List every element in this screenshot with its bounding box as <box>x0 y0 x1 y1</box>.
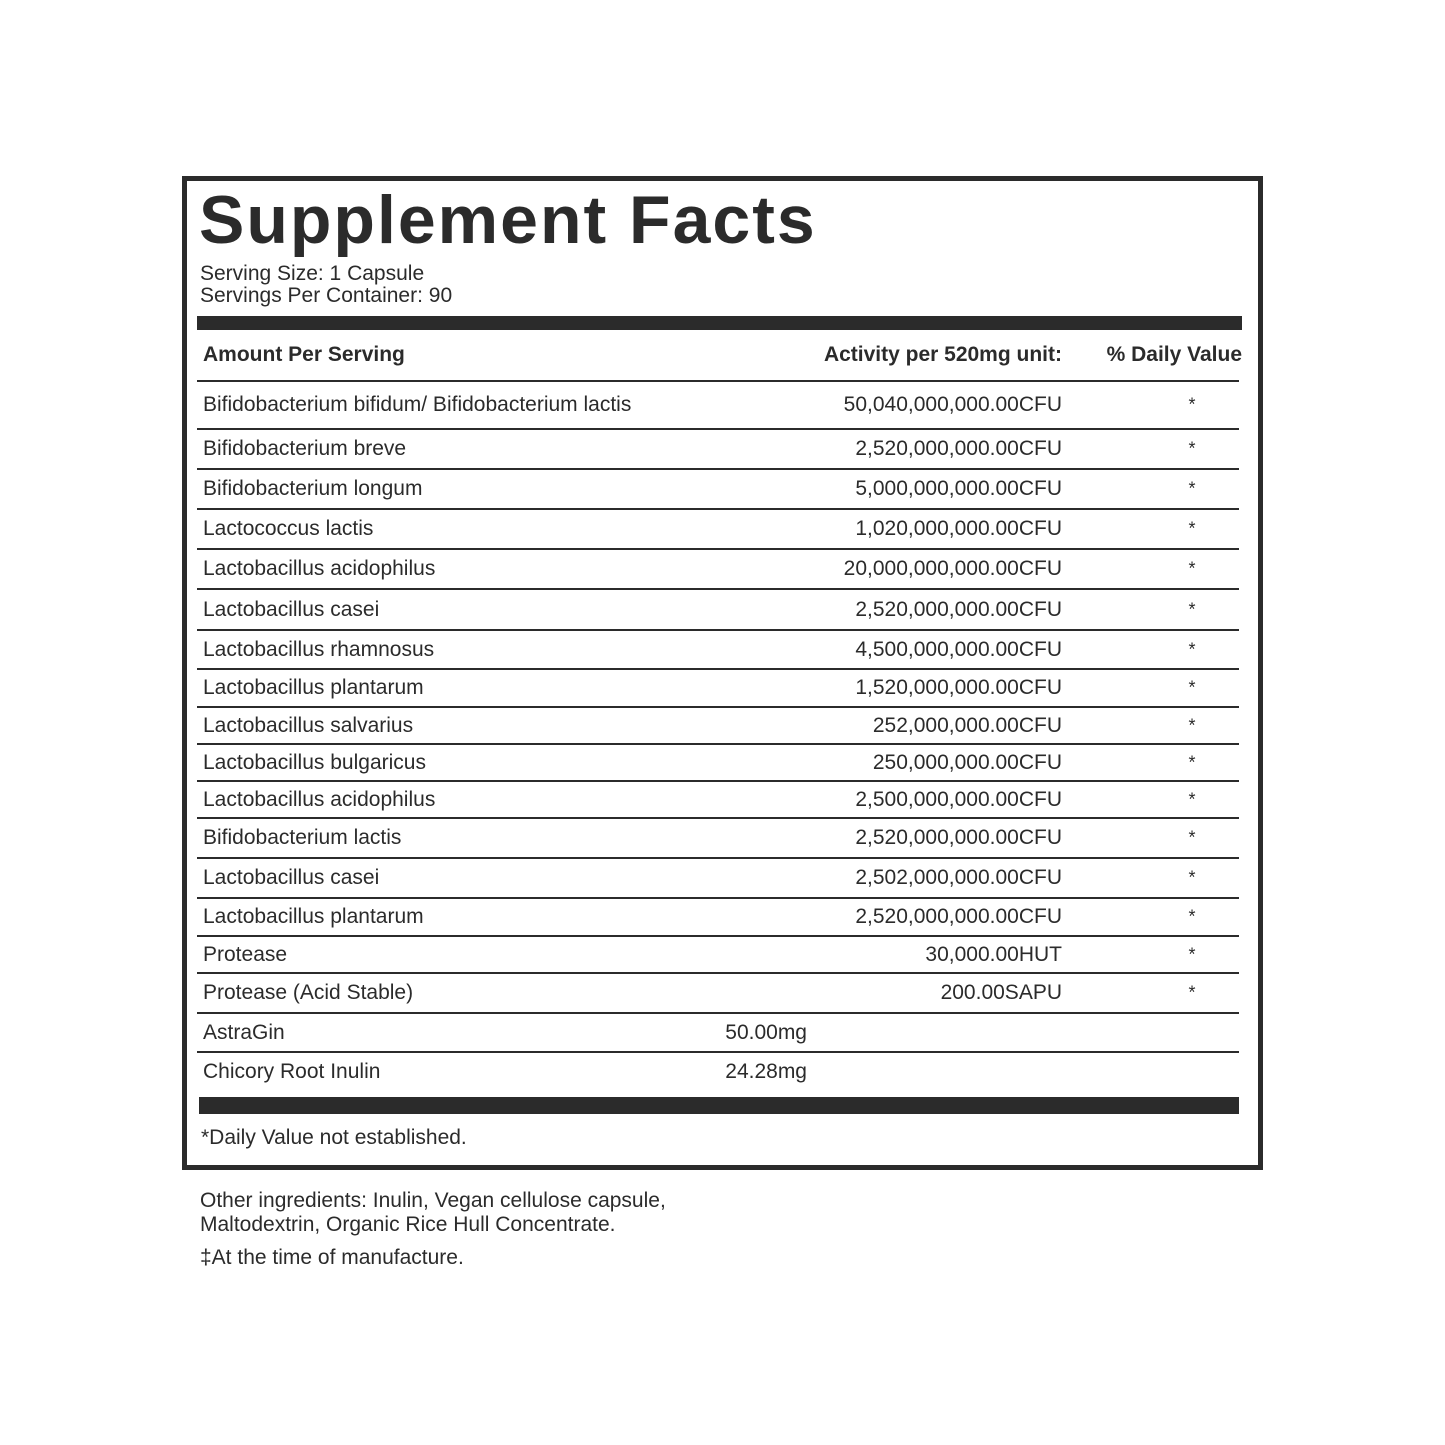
other-ingredients-line-2: Maltodextrin, Organic Rice Hull Concentrate. <box>200 1213 616 1236</box>
daily-value: * <box>1188 677 1196 698</box>
daily-value: * <box>1188 867 1196 888</box>
ingredient-name: Bifidobacterium lactis <box>203 826 402 849</box>
daily-value: * <box>1188 478 1196 499</box>
ingredient-name: Bifidobacterium longum <box>203 477 423 500</box>
daily-value: * <box>1188 944 1196 964</box>
daily-value-note: *Daily Value not established. <box>201 1126 467 1149</box>
ingredient-amount: 1,520,000,000.00CFU <box>855 676 1062 699</box>
header-daily-value: % Daily Value <box>1106 343 1242 366</box>
ingredient-name: Protease (Acid Stable) <box>203 981 414 1004</box>
ingredient-amount: 2,520,000,000.00CFU <box>855 437 1062 460</box>
daily-value: * <box>1188 639 1196 659</box>
ingredient-name: Bifidobacterium breve <box>203 437 407 460</box>
header-amount-per-serving: Amount Per Serving <box>203 343 405 366</box>
ingredient-amount: 24.28mg <box>725 1060 807 1083</box>
ingredient-amount: 250,000,000.00CFU <box>872 750 1062 774</box>
ingredient-amount: 252,000,000.00CFU <box>872 713 1062 737</box>
ingredient-amount: 30,000.00HUT <box>925 942 1062 966</box>
daily-value: * <box>1188 558 1196 579</box>
daily-value: * <box>1188 789 1196 809</box>
daily-value: * <box>1188 394 1196 415</box>
table-row <box>197 468 1239 508</box>
table-row <box>197 857 1239 897</box>
table-row <box>197 935 1239 972</box>
daily-value: * <box>1188 438 1196 459</box>
ingredient-amount: 4,500,000,000.00CFU <box>855 637 1062 661</box>
ingredient-name: Lactobacillus plantarum <box>203 905 424 928</box>
table-row <box>197 629 1239 668</box>
daily-value: * <box>1188 752 1196 772</box>
table-row <box>197 428 1239 468</box>
table-row <box>197 897 1239 935</box>
ingredient-name: Lactobacillus rhamnosus <box>203 637 435 661</box>
ingredient-name: Lactobacillus plantarum <box>203 676 424 699</box>
ingredient-amount: 2,520,000,000.00CFU <box>855 597 1062 621</box>
ingredient-name: Lactobacillus casei <box>203 597 380 621</box>
table-row <box>197 1012 1239 1051</box>
daily-value: * <box>1188 518 1196 539</box>
bottom-divider-bar <box>199 1097 1239 1114</box>
ingredient-name: Lactococcus lactis <box>203 517 374 540</box>
table-row <box>197 380 1239 428</box>
ingredient-amount: 50.00mg <box>725 1020 807 1044</box>
ingredient-amount: 2,500,000,000.00CFU <box>855 787 1062 811</box>
manufacture-note: ‡At the time of manufacture. <box>200 1246 464 1269</box>
daily-value: * <box>1188 982 1196 1003</box>
daily-value: * <box>1188 599 1196 619</box>
ingredient-amount: 1,020,000,000.00CFU <box>855 517 1062 540</box>
table-row <box>197 1051 1239 1091</box>
ingredient-amount: 2,520,000,000.00CFU <box>855 826 1062 849</box>
table-row <box>197 588 1239 629</box>
table-row <box>197 972 1239 1012</box>
ingredient-amount: 2,520,000,000.00CFU <box>855 905 1062 928</box>
ingredient-amount: 50,040,000,000.00CFU <box>843 393 1062 416</box>
table-row <box>197 706 1239 743</box>
daily-value: * <box>1188 827 1196 848</box>
ingredient-name: Chicory Root Inulin <box>203 1060 381 1083</box>
other-ingredients-line-1: Other ingredients: Inulin, Vegan cellulose capsule, <box>200 1189 666 1212</box>
servings-per-container: Servings Per Container: 90 <box>200 284 453 307</box>
page-title: Supplement Facts <box>199 182 817 258</box>
ingredient-name: Lactobacillus acidophilus <box>203 557 436 580</box>
ingredient-name: Bifidobacterium bifidum/ Bifidobacterium lactis <box>203 393 632 416</box>
ingredients-table <box>197 380 1239 1091</box>
daily-value: * <box>1188 906 1196 927</box>
top-divider-bar <box>197 316 1242 330</box>
header-activity: Activity per 520mg unit: <box>823 343 1062 366</box>
table-row <box>197 743 1239 780</box>
ingredient-amount: 2,502,000,000.00CFU <box>855 866 1062 889</box>
table-row <box>197 508 1239 548</box>
ingredient-name: Lactobacillus salvarius <box>203 713 414 737</box>
ingredient-name: Lactobacillus casei <box>203 866 380 889</box>
table-row <box>197 548 1239 588</box>
ingredient-amount: 5,000,000,000.00CFU <box>855 477 1062 500</box>
ingredient-name: AstraGin <box>203 1020 285 1044</box>
ingredient-amount: 20,000,000,000.00CFU <box>843 557 1062 580</box>
ingredient-name: Protease <box>203 942 288 966</box>
daily-value: * <box>1188 715 1196 735</box>
table-row <box>197 817 1239 857</box>
table-row <box>197 668 1239 706</box>
serving-size: Serving Size: 1 Capsule <box>200 262 425 285</box>
ingredient-name: Lactobacillus bulgaricus <box>203 750 426 774</box>
table-row <box>197 780 1239 817</box>
ingredient-amount: 200.00SAPU <box>940 981 1062 1004</box>
ingredient-name: Lactobacillus acidophilus <box>203 787 436 811</box>
